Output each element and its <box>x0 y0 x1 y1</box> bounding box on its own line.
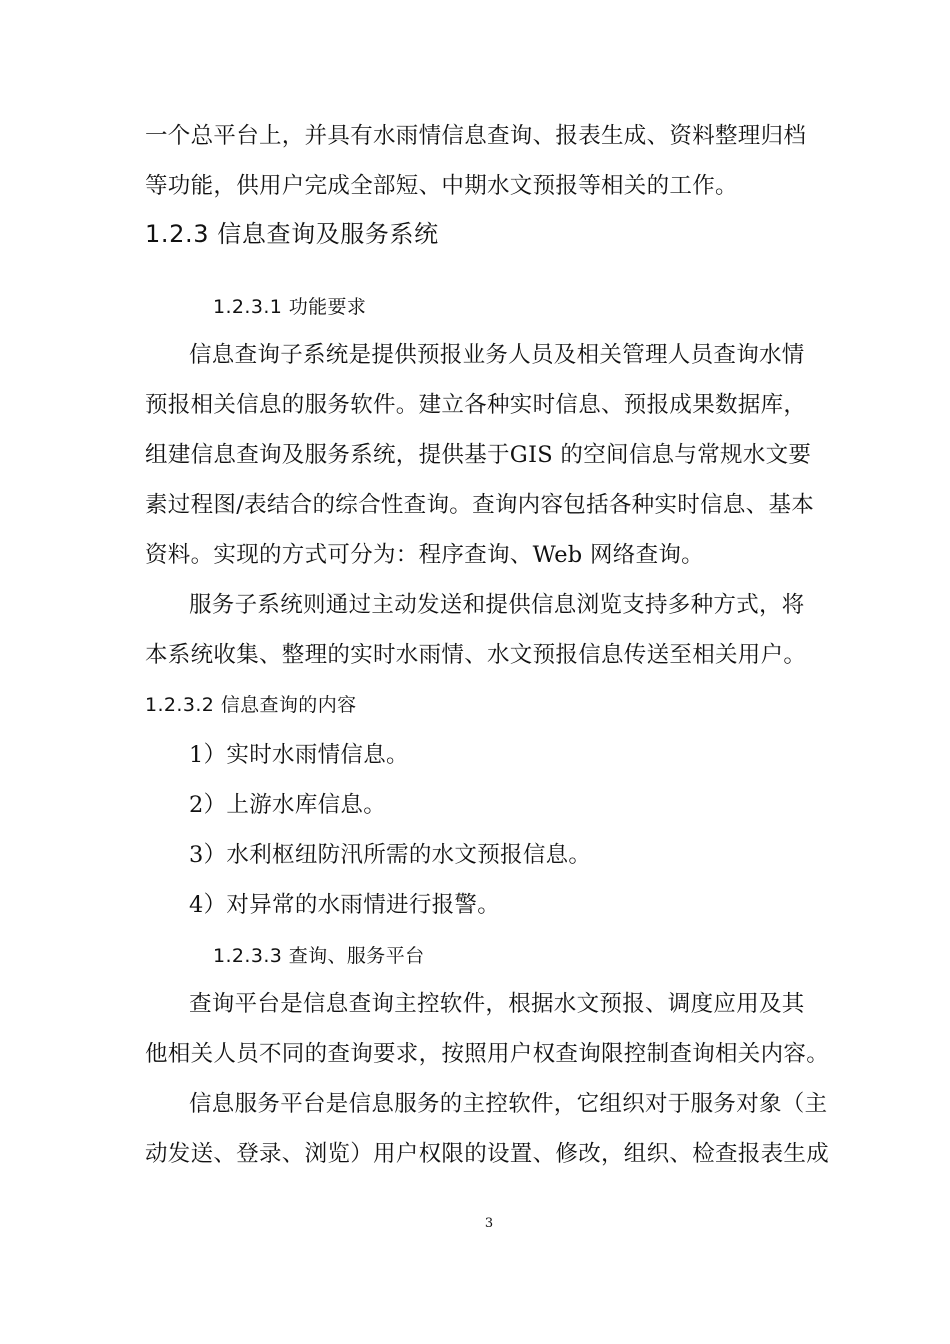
paragraph-first-line: 信息查询子系统是提供预报业务人员及相关管理人员查询水情 <box>189 342 805 368</box>
list-item: 3）水利枢纽防汛所需的水文预报信息。 <box>189 842 592 868</box>
paragraph-first-line: 服务子系统则通过主动发送和提供信息浏览支持多种方式，将 <box>189 592 805 618</box>
body-text-line: 一个总平台上，并具有水雨情信息查询、报表生成、资料整理归档 <box>145 123 807 149</box>
body-text-line: 素过程图/表结合的综合性查询。查询内容包括各种实时信息、基本 <box>145 492 815 518</box>
page-number: 3 <box>484 1216 494 1231</box>
subsection-heading: 1.2.3.2 信息查询的内容 <box>145 694 357 716</box>
list-item: 2）上游水库信息。 <box>189 792 387 818</box>
subsection-heading: 1.2.3.1 功能要求 <box>213 296 367 318</box>
list-item: 1）实时水雨情信息。 <box>189 742 409 768</box>
body-text-line: 本系统收集、整理的实时水雨情、水文预报信息传送至相关用户。 <box>145 642 807 668</box>
body-text-line: 他相关人员不同的查询要求，按照用户权查询限控制查询相关内容。 <box>145 1041 830 1067</box>
body-text-line: 资料。实现的方式可分为：程序查询、Web 网络查询。 <box>145 542 704 568</box>
section-heading: 1.2.3 信息查询及服务系统 <box>145 220 439 248</box>
body-text-line: 组建信息查询及服务系统，提供基于GIS 的空间信息与常规水文要 <box>145 442 812 468</box>
body-text-line: 动发送、登录、浏览）用户权限的设置、修改，组织、检查报表生成 <box>145 1141 830 1167</box>
body-text-line: 预报相关信息的服务软件。建立各种实时信息、预报成果数据库， <box>145 392 807 418</box>
paragraph-first-line: 查询平台是信息查询主控软件，根据水文预报、调度应用及其 <box>189 991 805 1017</box>
body-text-line: 等功能，供用户完成全部短、中期水文预报等相关的工作。 <box>145 173 738 199</box>
subsection-heading: 1.2.3.3 查询、服务平台 <box>213 945 425 967</box>
paragraph-first-line: 信息服务平台是信息服务的主控软件，它组织对于服务对象（主 <box>189 1091 828 1117</box>
list-item: 4）对异常的水雨情进行报警。 <box>189 892 501 918</box>
